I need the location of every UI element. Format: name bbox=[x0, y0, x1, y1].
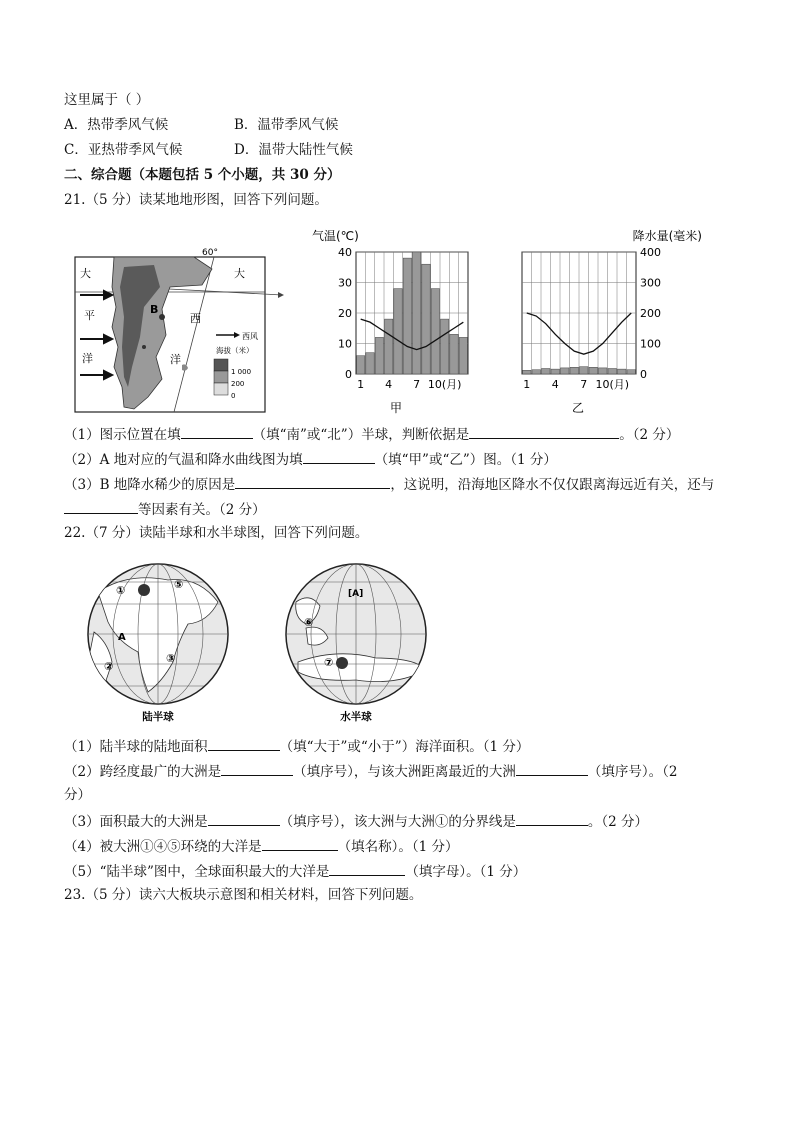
q21-2-blank[interactable] bbox=[303, 449, 375, 464]
bar bbox=[441, 319, 449, 374]
map-text-xi: 西 bbox=[190, 312, 201, 325]
bar bbox=[580, 367, 589, 374]
q22-sub5: （5）“陆半球”图中，全球面积最大的大洋是 （填字母）。（1 分） bbox=[64, 861, 526, 881]
q22-stem: 22.（7 分）读陆半球和水半球图，回答下列问题。 bbox=[64, 525, 369, 541]
legend-1000: 1 000 bbox=[231, 368, 252, 376]
q21-1-blank-b[interactable] bbox=[469, 424, 619, 439]
ytick-label: 10 bbox=[338, 337, 352, 351]
bar bbox=[357, 356, 365, 374]
land-hemisphere-globe bbox=[78, 562, 238, 724]
caption-land-hemisphere: 陆半球 bbox=[142, 711, 174, 723]
map-text-yang-left: 洋 bbox=[82, 352, 93, 365]
svg-text:②: ② bbox=[104, 660, 114, 673]
bar bbox=[570, 367, 579, 374]
q21-sub3-cont: 等因素有关。（2 分） bbox=[64, 499, 266, 519]
q22-sub1: （1）陆半球的陆地面积 （填“大于”或“小于”）海洋面积。（1 分） bbox=[64, 736, 529, 756]
xtick-label: 7 bbox=[580, 378, 588, 391]
legend-altitude: 海拔（米） bbox=[216, 346, 254, 355]
bar bbox=[431, 289, 439, 374]
chart-yi bbox=[512, 226, 702, 416]
bar bbox=[532, 370, 541, 374]
q20-stem: 这里属于（ ） bbox=[64, 92, 150, 108]
q22-3-blank-b[interactable] bbox=[516, 811, 588, 826]
chart-jia-ylabel: 气温(℃) bbox=[312, 229, 359, 243]
bar bbox=[542, 369, 551, 374]
q22-4-blank[interactable] bbox=[262, 836, 338, 851]
q22-sub2-cont: 分） bbox=[64, 787, 91, 803]
map-text-da-right: 大 bbox=[234, 267, 245, 280]
map-label-60: 60° bbox=[202, 248, 218, 258]
ytick-label: 100 bbox=[640, 337, 661, 351]
caption-water-hemisphere: 水半球 bbox=[340, 711, 372, 723]
bar bbox=[599, 368, 608, 374]
svg-text:⑥: ⑥ bbox=[304, 616, 314, 629]
bar bbox=[403, 258, 411, 374]
bar bbox=[618, 369, 627, 374]
legend-200: 200 bbox=[231, 380, 245, 388]
xtick-label: 1 bbox=[523, 378, 531, 391]
q22-2-blank-a[interactable] bbox=[221, 761, 293, 776]
map-text-ping: 平 bbox=[84, 309, 95, 322]
q20-option-c[interactable]: C．亚热带季风气候 bbox=[64, 142, 183, 158]
q20-option-a[interactable]: A．热带季风气候 bbox=[64, 117, 169, 133]
ytick-label: 40 bbox=[338, 246, 352, 259]
xtick-label: 7 bbox=[413, 378, 421, 391]
xtick-label: 10(月) bbox=[595, 378, 630, 391]
map-text-da-left: 大 bbox=[80, 267, 91, 280]
bar bbox=[589, 367, 598, 374]
q21-sub3: （3）B 地降水稀少的原因是 ，这说明，沿海地区降水不仅仅跟离海远近有关，还与 bbox=[64, 474, 714, 494]
bar bbox=[385, 319, 393, 374]
bar bbox=[551, 369, 560, 374]
bar bbox=[608, 369, 617, 374]
xtick-label: 1 bbox=[357, 378, 365, 391]
bar bbox=[422, 264, 430, 374]
svg-text:⑦: ⑦ bbox=[324, 656, 334, 669]
legend-0: 0 bbox=[231, 392, 236, 400]
q21-terrain-map bbox=[74, 247, 286, 415]
q22-sub4: （4）被大洲①④⑤环绕的大洋是 （填名称）。（1 分） bbox=[64, 836, 458, 856]
ytick-label: 300 bbox=[640, 276, 661, 290]
svg-text:⑤: ⑤ bbox=[174, 578, 184, 591]
xtick-label: 4 bbox=[385, 378, 393, 391]
q21-3-blank-b[interactable] bbox=[64, 499, 138, 514]
svg-text:③: ③ bbox=[166, 652, 176, 665]
ytick-label: 0 bbox=[640, 368, 647, 381]
ytick-label: 200 bbox=[640, 307, 661, 320]
svg-text:[A]: [A] bbox=[348, 589, 364, 599]
q22-5-blank[interactable] bbox=[329, 861, 405, 876]
q20-option-b[interactable]: B．温带季风气候 bbox=[234, 117, 339, 133]
chart-jia-caption: 甲 bbox=[389, 401, 403, 415]
q21-1-blank-a[interactable] bbox=[181, 424, 253, 439]
map-point-b: B bbox=[150, 303, 159, 316]
bar bbox=[413, 252, 421, 374]
section-title: 二、综合题（本题包括 5 个小题，共 30 分） bbox=[64, 167, 341, 183]
chart-yi-ylabel: 降水量(毫米) bbox=[632, 229, 702, 243]
q21-sub2: （2）A 地对应的气温和降水曲线图为填 （填“甲”或“乙”）图。（1 分） bbox=[64, 449, 557, 469]
q21-sub1: （1）图示位置在填 （填“南”或“北”）半球，判断依据是 。（2 分） bbox=[64, 424, 679, 444]
ytick-label: 400 bbox=[640, 246, 661, 259]
chart-jia bbox=[310, 226, 480, 416]
water-hemisphere-globe bbox=[276, 562, 436, 728]
q22-sub2: （2）跨经度最广的大洲是 （填序号），与该大洲距离最近的大洲 （填序号）。（2 bbox=[64, 761, 677, 781]
q21-stem: 21.（5 分）读某地地形图，回答下列问题。 bbox=[64, 192, 328, 208]
bar bbox=[627, 370, 636, 374]
svg-text:①: ① bbox=[116, 584, 126, 597]
q22-3-blank-a[interactable] bbox=[208, 811, 280, 826]
ytick-label: 0 bbox=[345, 368, 352, 381]
globe-point-a: A bbox=[118, 632, 126, 643]
chart-yi-caption: 乙 bbox=[571, 401, 585, 415]
q20-option-d[interactable]: D．温带大陆性气候 bbox=[234, 142, 353, 158]
bar bbox=[394, 289, 402, 374]
q22-1-blank[interactable] bbox=[208, 736, 280, 751]
bar bbox=[450, 334, 458, 374]
map-text-yang-right: 洋 bbox=[170, 353, 181, 366]
legend-wind: 西风 bbox=[242, 332, 258, 341]
xtick-label: 10(月) bbox=[427, 378, 462, 391]
q21-3-blank-a[interactable] bbox=[235, 474, 390, 489]
bar bbox=[375, 337, 383, 374]
q22-2-blank-b[interactable] bbox=[516, 761, 588, 776]
q23-stem: 23.（5 分）读六大板块示意图和相关材料，回答下列问题。 bbox=[64, 887, 423, 903]
xtick-label: 4 bbox=[551, 378, 559, 391]
bar bbox=[366, 353, 374, 374]
ytick-label: 30 bbox=[338, 276, 352, 290]
q22-sub3: （3）面积最大的大洲是 （填序号），该大洲与大洲①的分界线是 。（2 分） bbox=[64, 811, 648, 831]
bar bbox=[459, 337, 467, 374]
ytick-label: 20 bbox=[338, 307, 352, 320]
bar bbox=[523, 370, 532, 374]
bar bbox=[561, 368, 570, 374]
